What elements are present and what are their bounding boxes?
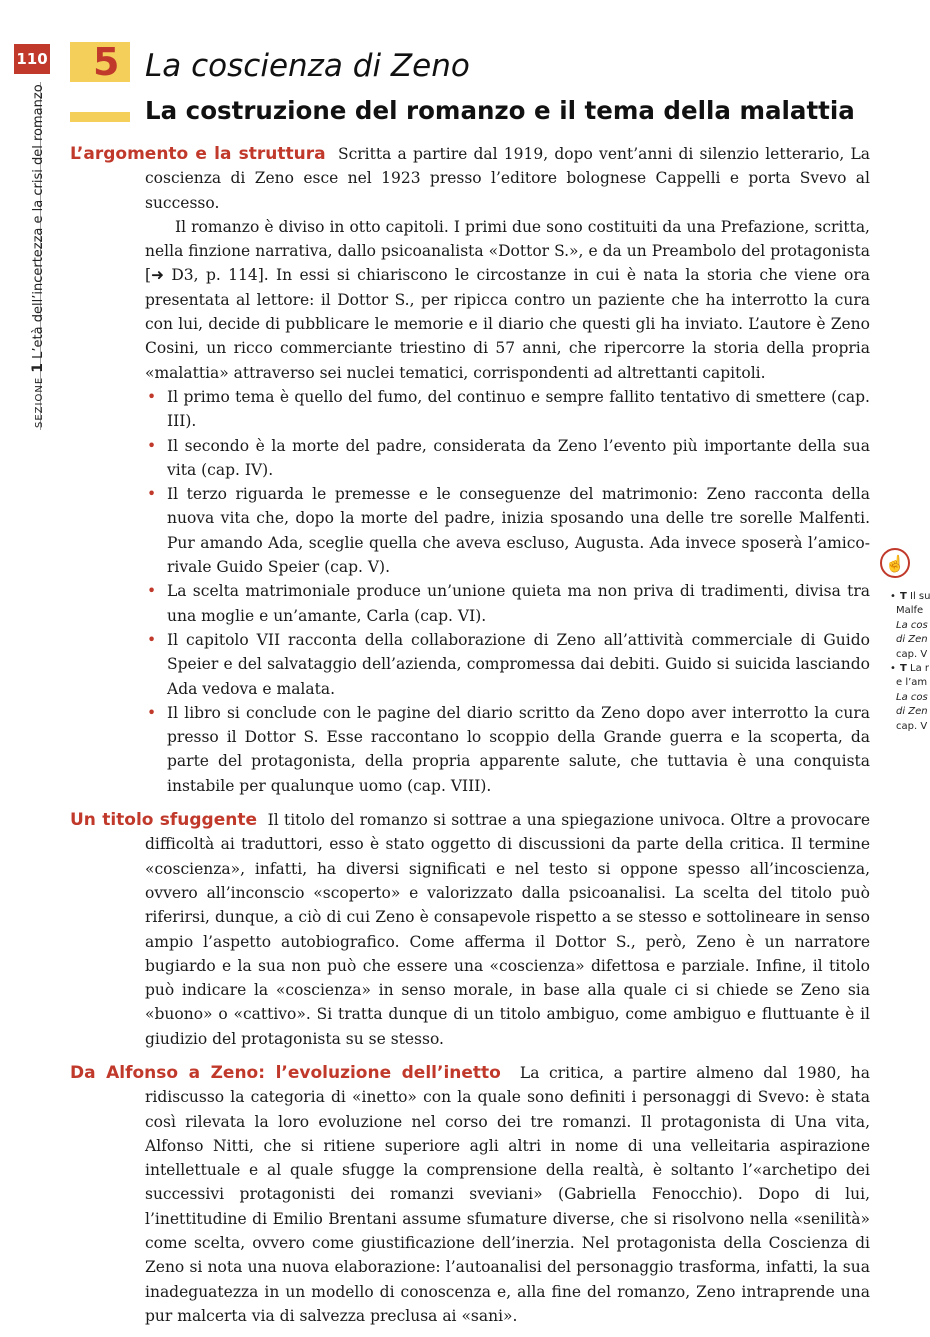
margin-note-line: di Zen (896, 706, 928, 718)
list-item: • Il primo tema è quello del fumo, del continuo e sempre fallito tentativo di smettere (cap. III). (167, 385, 870, 434)
section-number: 1 (30, 362, 46, 373)
section-spine (30, 84, 46, 428)
paragraph-intro: Scritta a partire dal 1919, dopo vent’anni di silenzio letterario, La coscienza di Zeno esce nel 1923 presso l’editore bolognese Cappelli e porta Svevo al successo. (145, 145, 870, 212)
list-item: • Il capitolo VII racconta della collaborazione di Zeno all’attività commerciale di Guido Speier e del salvataggio dell’azienda, compromessa dai debiti. Guido si suicida lasciando Ada vedova e malata. (167, 628, 870, 701)
list-item: • Il terzo riguarda le premesse e le conseguenze del matrimonio: Zeno racconta della nuova vita che, dopo la morte del padre, inizia sposando una delle tre sorelle Malfenti. Pur amando Ada, sceglie quella che aveva escluso, Augusta. Ada invece sposerà l’amico-rivale Guido Speier (cap. V). (167, 482, 870, 579)
margin-notes (896, 590, 930, 734)
section-label: SEZIONE (34, 376, 45, 428)
subtitle-bar (70, 112, 130, 122)
margin-note[interactable]: • T Il su (896, 590, 924, 604)
paragraph-titolo: Il titolo del romanzo si sottrae a una spiegazione univoca. Oltre a provocare difficoltà ai traduttori, esso è stato oggetto di discussioni da parte della critica. Il termine «coscienza», infatti, ha diversi significati e nel testo si oppone spesso all’incoscienza, ovvero all’inconscio «scoperto» e valorizzato dalla psicoanalisi. La scelta del titolo può riferirsi, dunque, a ciò di cui Zeno è consapevole rispetto a se stesso e sottolineare in senso ampio l’aspetto autobiografico. Come afferma il Dottor S., però, Zeno è un narratore bugiardo e la sua non può che essere una «coscienza» difettosa e parziale. Infine, il titolo può indicare la «coscienza» in senso morale, in base alla quale ci si chiede se Zeno sia «buono» o «cattivo». Si tratta dunque di un titolo ambiguo, come ambiguo e fluttuante è il giudizio del protagonista su se stesso. (145, 811, 870, 1048)
chapter-title: La coscienza di Zeno (145, 48, 470, 84)
margin-note-line: cap. V (896, 648, 928, 660)
paragraph-inetto: La critica, a partire almeno dal 1980, ha ridiscusso la categoria di «inetto» con la quale sono definiti i personaggi di Svevo: è stata così rilevata la loro evoluzione nel corso dei tre romanzi. Il protagonista di Una vita, Alfonso Nitti, che si ritiene superiore agli altri in nome di una velleitaria aspirazione intellettuale e al quale sfugge la comprensione della realtà, è soltanto l’«archetipo dei successivi protagonisti dei romanzi sveviani» (Gabriella Fenocchio). Dopo di lui, l’inettitudine di Emilio Brentani assume sfumature diverse, che si risolvono nella «senilità» come scelta, ovvero come giustificazione dell’inerzia. Nel protagonista della Coscienza di Zeno si nota una nuova elaborazione: l’autoanalisi del personaggio trasforma, infatti, la sua inadeguatezza in un modello di conoscenza e, alla fine del romanzo, Zeno intraprende una pur malcerta via di salvezza preclusa ai «sani». (145, 1063, 870, 1325)
themes-list (70, 385, 870, 798)
margin-note-line: e l’am (896, 677, 928, 689)
chapter-subtitle: La costruzione del romanzo e il tema della malattia (145, 96, 855, 125)
margin-note-line: La cos (896, 619, 928, 631)
section-argomento-intro (70, 142, 870, 215)
margin-note-line: di Zen (896, 634, 928, 646)
paragraph-structure: Il romanzo è diviso in otto capitoli. I primi due sono costituiti da una Prefazione, scritta, nella finzione narrativa, dallo psicoanalista «Dottor S.», e da un Preambolo del protagonista [➜ D3, p. 114]. In essi si chiariscono le circostanze in cui è nata la storia che viene ora presentata al lettore: il Dottor S., per ripicca contro un paziente che ha interrotto la cura con lui, decide di pubblicare le memorie e il diario che questi gli ha inviato. L’autore è Zeno Cosini, un ricco commerciante triestino di 57 anni, che ripercorre la storia della propria «malattia» attraverso sei nuclei tematici, corrispondenti ad altrettanti capitoli. (145, 217, 870, 382)
margin-note-line: La cos (896, 691, 928, 703)
margin-note-line: cap. V (896, 720, 928, 732)
page-number: 110 (14, 44, 50, 74)
section-title: L’età dell’incertezza e la crisi del romanzo (31, 84, 46, 359)
hand-pointer-icon[interactable]: ☝ (880, 548, 910, 578)
chapter-number-badge (70, 42, 130, 82)
list-item: • Il libro si conclude con le pagine del diario scritto da Zeno dopo aver interrotto la cura presso il Dottor S. Esse raccontano lo scoppio della Grande guerra e la scoperta, da parte del protagonista, della propria apparente salute, che tuttavia è una conquista instabile per qualunque uomo (cap. VIII). (167, 701, 870, 798)
chapter-number: 5 (93, 40, 120, 84)
section-titolo (70, 808, 870, 1051)
section-heading: Un titolo sfuggente (70, 810, 257, 831)
section-heading: L’argomento e la struttura (70, 144, 326, 164)
margin-note-line: Malfe (896, 605, 924, 617)
margin-note[interactable]: • T La r (896, 662, 924, 676)
list-item: • La scelta matrimoniale produce un’unione quieta ma non priva di tradimenti, divisa tra una moglie e un’amante, Carla (cap. VI). (167, 579, 870, 628)
section-heading: Da Alfonso a Zeno: l’evoluzione dell’inetto (70, 1062, 501, 1083)
section-inetto (70, 1061, 870, 1328)
list-item: • Il secondo è la morte del padre, considerata da Zeno l’evento più importante della sua vita (cap. IV). (167, 434, 870, 483)
main-text (70, 142, 870, 1328)
